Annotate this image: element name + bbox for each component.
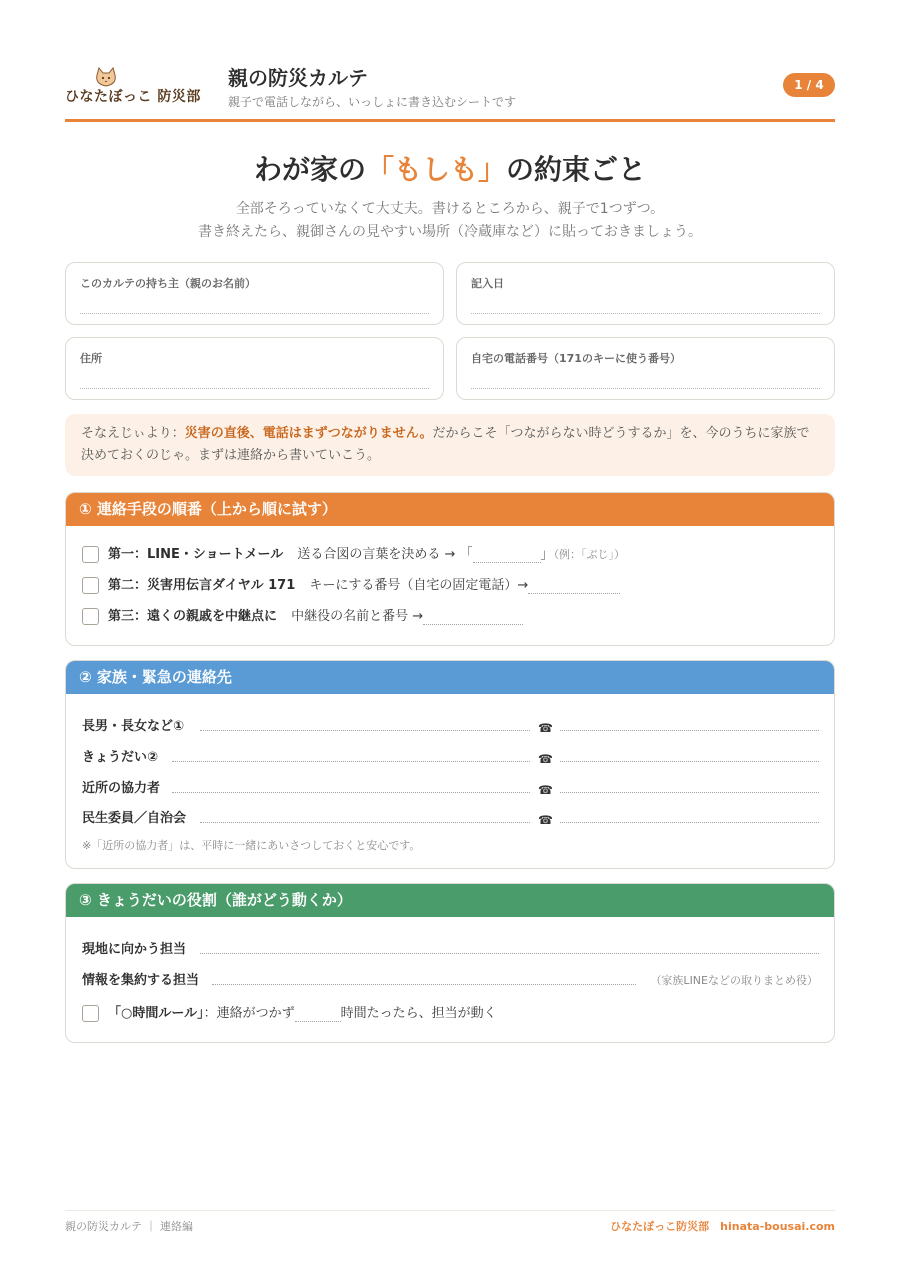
role-2-hint: （家族LINEなどの取りまとめ役） [650,974,818,987]
phone-icon: ☎ [538,783,553,797]
contact-method-1 [82,544,818,566]
logo-text: ひなたぼっこ 防災部 [65,89,201,105]
contact-row-1 [82,716,818,738]
phone-icon: ☎ [538,721,553,735]
document-subtitle: 親子で電話しながら、いっしょに書き込むシートです [228,95,517,109]
main-title-prefix: わが家の [253,153,366,186]
address-line[interactable] [80,388,429,389]
page-badge: 1 / 4 [783,73,835,97]
cat-icon [93,66,119,88]
contact-1-phone-line[interactable] [560,730,819,731]
footer-divider [65,1210,835,1211]
contact-4-phone-line[interactable] [560,822,819,823]
contact-1-name-line[interactable] [200,730,530,731]
intro-line-2: 書き終えたら、親御さんの見やすい場所（冷蔵庫など）に貼っておきましょう。 [198,224,702,240]
notice-strong: 災害の直後、電話はまずつながりません。 [184,426,433,441]
section-emergency-contacts [65,660,835,869]
checkbox-method-2[interactable] [82,577,99,594]
method-1-example: （例：「ぶじ」） [553,548,626,561]
owner-name-label: このカルテの持ち主（親のお名前） [80,277,256,290]
section-sibling-roles [65,883,835,1043]
hour-rule-text-b: 時間たったら、担当が動く [340,1006,497,1021]
phone-icon: ☎ [538,752,553,766]
contact-4-name-line[interactable] [200,822,530,823]
date-field[interactable] [456,262,835,325]
method-3-text: 中継役の名前と番号 → [291,609,424,624]
hour-rule-text-a: ：連絡がつかず [203,1006,295,1021]
relay-contact-blank[interactable] [423,609,523,625]
checkbox-hour-rule[interactable] [82,1005,99,1022]
method-1-text: 送る合図の言葉を決める → 「 [297,547,473,562]
section-1-title: ① 連絡手段の順番（上から順に試す） [66,493,834,526]
contact-4-label: 民生委員／自治会 [82,811,187,826]
checkbox-method-3[interactable] [82,608,99,625]
method-1-label: 第一：LINE・ショートメール [108,547,284,562]
contact-2-label: きょうだい② [82,750,159,765]
intro-text [65,198,835,244]
phone-icon: ☎ [538,813,553,827]
contact-2-phone-line[interactable] [560,761,819,762]
document-title: 親の防災カルテ [228,66,368,90]
notice-rest: だからこそ「つながらない時どうするか」を、今のうちに家族で決めておくのじゃ。まずは連絡から書いていこう。 [81,426,810,463]
hour-rule-label: 「○時間ルール」 [108,1006,204,1021]
contact-2-name-line[interactable] [172,761,530,762]
intro-line-1: 全部そろっていなくて大丈夫。書けるところから、親子で1つずつ。 [235,201,665,217]
main-title [65,148,835,188]
role-2-label: 情報を集約する担当 [82,973,200,988]
contact-3-label: 近所の協力者 [82,781,161,796]
role-row-2 [82,970,818,992]
method-1-close: 」 [540,547,554,562]
footer-left: 親の防災カルテ ｜ 連絡編 [65,1220,193,1233]
checkbox-method-1[interactable] [82,546,99,563]
key-number-blank[interactable] [528,578,620,594]
notice-prefix: そなえじぃより： [81,426,185,441]
section-3-title: ③ きょうだいの役割（誰がどう動くか） [66,884,834,917]
home-phone-line[interactable] [471,388,820,389]
owner-name-field[interactable] [65,262,444,325]
contact-3-phone-line[interactable] [560,792,819,793]
footer-right: ひなたぼっこ防災部 hinata-bousai.com [610,1220,835,1233]
main-title-suffix: の約束ごと [506,153,647,186]
role-1-label: 現地に向かう担当 [82,942,187,957]
method-2-text: キーにする番号（自宅の固定電話）→ [309,578,529,593]
role-1-line[interactable] [200,953,819,954]
section-2-title: ② 家族・緊急の連絡先 [66,661,834,694]
logo [65,66,215,106]
date-label: 記入日 [471,277,504,290]
contact-method-2 [82,575,818,597]
home-phone-label: 自宅の電話番号（171のキーに使う番号） [471,352,681,365]
contact-1-label: 長男・長女など① [82,719,185,734]
date-line[interactable] [471,313,820,314]
home-phone-field[interactable] [456,337,835,400]
contact-row-3 [82,778,818,800]
header [65,60,835,122]
page [65,0,835,1272]
contact-method-3 [82,606,818,628]
method-3-label: 第三：遠くの親戚を中継点に [108,609,278,624]
contact-3-name-line[interactable] [172,792,530,793]
hour-rule-row [82,1003,818,1025]
role-2-line[interactable] [212,984,636,985]
section-contact-order [65,492,835,646]
advice-notice [65,414,835,476]
address-label: 住所 [80,352,102,365]
method-2-label: 第二：災害用伝言ダイヤル 171 [108,578,296,593]
role-row-1 [82,939,818,961]
contacts-note: ※「近所の協力者」は、平時に一緒にあいさつしておくと安心です。 [82,839,421,852]
hours-blank[interactable] [295,1006,341,1022]
owner-name-line[interactable] [80,313,429,314]
contact-row-2 [82,747,818,769]
address-field[interactable] [65,337,444,400]
contact-row-4 [82,808,818,830]
main-title-accent: 「もしも」 [365,153,506,186]
signal-word-blank[interactable] [473,547,541,563]
